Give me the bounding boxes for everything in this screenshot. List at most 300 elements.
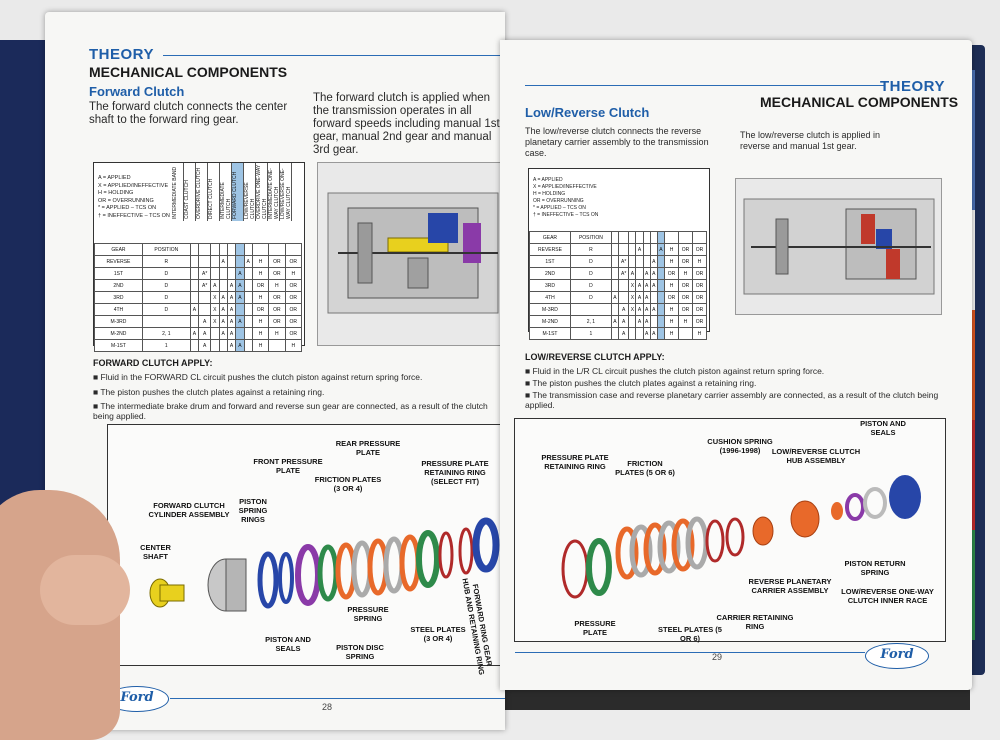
label-pressure-plate-ring: PRESSURE PLATE RETAINING RING (SELECT FIT) [421, 459, 489, 486]
label-ring-gear-hub: FORWARD RING GEAR HUB AND RETAINING RING [460, 577, 494, 676]
table-cell [643, 256, 650, 268]
table-cell [211, 268, 219, 280]
table-cell: A [643, 316, 650, 328]
cutaway-illustration [736, 179, 941, 314]
table-cell [611, 280, 618, 292]
label-piston-spring-rings: PISTON SPRING RINGS [238, 497, 268, 524]
table-cell: H [665, 256, 679, 268]
table-cell: OR [269, 292, 285, 304]
table-cell: 2, 1 [142, 328, 190, 340]
table-cell: A [190, 304, 198, 316]
table-cell: OR [252, 280, 268, 292]
table-cell: REVERSE [95, 256, 143, 268]
table-cell: OR [692, 304, 706, 316]
table-cell: A [643, 280, 650, 292]
table-cell [285, 244, 301, 256]
table-cell: A [629, 268, 636, 280]
footer-rule [170, 698, 505, 699]
apply-heading: LOW/REVERSE CLUTCH APPLY: [525, 352, 665, 362]
table-cell: M-3RD [95, 316, 143, 328]
header-rule [525, 85, 885, 86]
section-subtitle: Low/Reverse Clutch [525, 105, 650, 120]
clutch-application-table [528, 168, 710, 337]
apply-bullet-2: ■ The piston pushes the clutch plates against a retaining ring. [93, 387, 325, 397]
table-cell [244, 244, 252, 256]
table-cell [636, 232, 643, 244]
table-cell [619, 244, 629, 256]
table-cell: A [227, 340, 235, 352]
table-cell: A [650, 256, 657, 268]
table-cell [650, 232, 657, 244]
table-cell [629, 232, 636, 244]
table-cell: H [252, 328, 268, 340]
table-cell: D [142, 304, 190, 316]
table-cell [236, 304, 244, 316]
table-cell: A [227, 280, 235, 292]
table-cell: OR [679, 292, 693, 304]
table-cell: A* [619, 256, 629, 268]
table-cell [244, 292, 252, 304]
table-cell: A [650, 268, 657, 280]
table-cell: OR [692, 292, 706, 304]
table-cell [692, 232, 706, 244]
table-cell: OR [285, 328, 301, 340]
page-heading: MECHANICAL COMPONENTS [89, 64, 288, 80]
table-row [530, 304, 707, 316]
apply-bullet-2: ■ The piston pushes the clutch plates against a retaining ring. [525, 378, 757, 388]
table-cell: 3RD [530, 280, 571, 292]
table-cell: A [650, 328, 657, 340]
table-cell [252, 244, 268, 256]
table-cell [190, 280, 198, 292]
table-cell: R [570, 244, 611, 256]
table-cell: 1 [570, 328, 611, 340]
apply-bullet-3: ■ The transmission case and reverse planetary carrier assembly are connected, as a result of the clutch being applied. [525, 390, 939, 410]
table-row [95, 316, 302, 328]
table-cell [611, 256, 618, 268]
table-cell: 4TH [95, 304, 143, 316]
table-cell: OR [679, 280, 693, 292]
table-cell: H [665, 316, 679, 328]
label-one-way-clutch: LOW/REVERSE ONE-WAY CLUTCH INNER RACE [841, 587, 934, 605]
table-cell: A [643, 292, 650, 304]
table-cell [650, 316, 657, 328]
label-steel-plates: STEEL PLATES (3 OR 4) [410, 625, 466, 643]
table-cell: X [211, 316, 219, 328]
table-cell: OR [285, 316, 301, 328]
table-cell [619, 292, 629, 304]
table-cell [611, 244, 618, 256]
table-cell: 2ND [95, 280, 143, 292]
table-cell [269, 340, 285, 352]
table-cell: 1ST [95, 268, 143, 280]
table-cell [611, 328, 618, 340]
clutch-application-table [93, 162, 305, 349]
table-cell: A [611, 292, 618, 304]
table-cell: A [643, 268, 650, 280]
table-row [95, 304, 302, 316]
table-cell [657, 232, 664, 244]
table-cell [679, 328, 693, 340]
table-cell [244, 280, 252, 292]
header-rule [163, 55, 503, 56]
label-cylinder-assembly: FORWARD CLUTCH CYLINDER ASSEMBLY [148, 501, 230, 519]
table-cell: 1 [142, 340, 190, 352]
label-piston-seals: PISTON AND SEALS [265, 635, 311, 653]
table-cell [643, 244, 650, 256]
table-cell [636, 268, 643, 280]
intro-text-left: The forward clutch connects the center shaft to the forward ring gear. [89, 101, 288, 126]
table-cell: M-3RD [530, 304, 571, 316]
table-cell: OR [285, 256, 301, 268]
table-legend: A = APPLIED X = APPLIED/INEFFECTIVE H = HOLDING OR = OVERRUNNING * = APPLIED – TCS ON † = INEFFECTIVE – TCS ON [533, 177, 599, 218]
table-cell: 3RD [95, 292, 143, 304]
table-cell: A [636, 304, 643, 316]
table-cell: GEAR [530, 232, 571, 244]
table-cell [657, 328, 664, 340]
table-cell: A [199, 340, 211, 352]
table-cell [236, 244, 244, 256]
table-cell: A [190, 328, 198, 340]
table-cell [190, 268, 198, 280]
table-cell [636, 256, 643, 268]
table-cell [244, 340, 252, 352]
table-cell: OR [665, 268, 679, 280]
table-cell: A [636, 292, 643, 304]
table-cell: A* [619, 268, 629, 280]
table-cell: POSITION [142, 244, 190, 256]
right-page [500, 40, 972, 690]
table-cell: H [285, 340, 301, 352]
table-cell: A [227, 328, 235, 340]
table-cell: OR [269, 316, 285, 328]
table-cell [211, 340, 219, 352]
label-friction-plates: FRICTION PLATES (3 OR 4) [314, 475, 382, 493]
table-cell: A [236, 292, 244, 304]
table-cell [199, 256, 211, 268]
label-cushion-spring: CUSHION SPRING (1996-1998) [707, 437, 773, 455]
cutaway-illustration [318, 163, 505, 345]
table-row [95, 244, 302, 256]
table-cell: H [252, 256, 268, 268]
table-row [530, 292, 707, 304]
table-cell: OR [269, 268, 285, 280]
table-cell: A [227, 292, 235, 304]
intro-text-right: The low/reverse clutch is applied in reverse and manual 1st gear. [740, 130, 881, 151]
label-center-shaft: CENTER SHAFT [140, 543, 171, 561]
table-cell [657, 280, 664, 292]
table-cell: M-2ND [530, 316, 571, 328]
table-cell [190, 256, 198, 268]
page-number: 28 [322, 702, 333, 712]
forward-clutch-exploded-diagram [107, 424, 505, 676]
table-cell [227, 244, 235, 256]
table-grid [94, 243, 302, 352]
table-cell: A [643, 328, 650, 340]
table-row [530, 232, 707, 244]
table-cell: 4TH [530, 292, 571, 304]
table-grid [529, 231, 707, 340]
table-cell [190, 316, 198, 328]
table-cell [611, 268, 618, 280]
label-piston-return-spring: PISTON RETURN SPRING [844, 559, 906, 577]
table-cell: H [692, 256, 706, 268]
table-cell [219, 268, 227, 280]
table-cell: A [199, 316, 211, 328]
table-cell [244, 328, 252, 340]
table-cell: D [570, 292, 611, 304]
table-cell [219, 280, 227, 292]
table-cell: A [636, 316, 643, 328]
transmission-cutaway-image [735, 178, 942, 315]
table-cell: H [665, 328, 679, 340]
table-cell: H [692, 328, 706, 340]
table-row [95, 328, 302, 340]
table-cell [211, 256, 219, 268]
table-cell: A [650, 280, 657, 292]
table-cell: A [227, 316, 235, 328]
low-reverse-clutch-exploded-diagram [514, 418, 946, 642]
table-cell [629, 256, 636, 268]
table-cell [636, 328, 643, 340]
table-cell: OR [285, 292, 301, 304]
label-hub-assembly: LOW/REVERSE CLUTCH HUB ASSEMBLY [771, 447, 861, 465]
table-cell [629, 316, 636, 328]
table-cell [236, 256, 244, 268]
table-cell: X [211, 292, 219, 304]
table-cell: OR [679, 304, 693, 316]
table-cell [657, 292, 664, 304]
apply-bullet-3: ■ The intermediate brake drum and forward and reverse sun gear are connected, as a result of the clutch being applied. [93, 401, 488, 421]
intro-text-left: The low/reverse clutch connects the reverse planetary carrier assembly to the transmission case. [525, 126, 709, 158]
table-cell [244, 316, 252, 328]
table-cell [227, 268, 235, 280]
label-planetary-carrier: REVERSE PLANETARY CARRIER ASSEMBLY [748, 577, 832, 595]
table-cell: A* [199, 268, 211, 280]
cylinder-assembly-part [208, 559, 246, 611]
table-cell: 2ND [530, 268, 571, 280]
table-row [530, 280, 707, 292]
table-cell: A [619, 316, 629, 328]
apply-bullet-1: ■ Fluid in the FORWARD CL circuit pushes the clutch piston against return spring force. [93, 372, 423, 382]
intro-text-right: The forward clutch is applied when the transmission operates in all forward speeds including manual 1st gear, manual 2nd gear and manual 3rd gear. [313, 92, 500, 156]
thumb [40, 555, 130, 625]
table-cell: D [142, 292, 190, 304]
table-cell [269, 244, 285, 256]
table-cell: A* [199, 280, 211, 292]
table-cell: A [219, 256, 227, 268]
table-cell [211, 328, 219, 340]
table-cell [679, 232, 693, 244]
table-cell: A [227, 304, 235, 316]
table-cell [619, 280, 629, 292]
table-cell [236, 328, 244, 340]
table-cell: OR [252, 304, 268, 316]
table-cell: H [269, 280, 285, 292]
ford-logo: Ford [105, 686, 169, 712]
table-cell [142, 316, 190, 328]
footer-rule [515, 652, 865, 653]
table-column-headers: INTERMEDIATE BAND COAST CLUTCH OVERDRIVE CLUTCH DIRECT CLUTCH INTERMEDIATE CLUTCH FORWARD CLUTCH LOW/REVERSE CLUTCH OVERDRIVE ONE-WAY CLUTCH INTERMEDIATE ONE-WAY CLUTCH LOW/REVERSE ONE-WAY CLUTCH [172, 164, 292, 219]
table-cell: REVERSE [530, 244, 571, 256]
table-cell: OR [285, 280, 301, 292]
table-cell: A [211, 280, 219, 292]
table-cell [190, 292, 198, 304]
table-cell: A [244, 256, 252, 268]
table-cell: X [629, 280, 636, 292]
table-cell [657, 304, 664, 316]
label-pressure-plate: PRESSURE PLATE [574, 619, 616, 637]
table-cell: D [142, 268, 190, 280]
label-piston-seals: PISTON AND SEALS [860, 419, 906, 437]
table-cell: A [636, 280, 643, 292]
table-row [530, 256, 707, 268]
page-heading: MECHANICAL COMPONENTS [760, 94, 959, 110]
table-row [95, 292, 302, 304]
table-cell: OR [665, 292, 679, 304]
section-subtitle: Forward Clutch [89, 84, 185, 99]
table-cell: R [142, 256, 190, 268]
table-cell [619, 232, 629, 244]
table-cell [199, 304, 211, 316]
table-cell [199, 244, 211, 256]
table-cell [643, 232, 650, 244]
table-cell [190, 244, 198, 256]
table-cell [611, 304, 618, 316]
center-shaft-part [150, 579, 184, 607]
table-cell: A [219, 304, 227, 316]
table-cell: H [679, 316, 693, 328]
table-cell: A [236, 268, 244, 280]
table-cell: OR [692, 268, 706, 280]
table-row [530, 328, 707, 340]
table-row [95, 280, 302, 292]
table-cell: A [657, 244, 664, 256]
table-cell [650, 292, 657, 304]
label-piston-disc-spring: PISTON DISC SPRING [336, 643, 384, 661]
table-cell [629, 328, 636, 340]
table-cell: OR [679, 244, 693, 256]
table-cell [629, 244, 636, 256]
table-cell: OR [269, 304, 285, 316]
table-cell: A [236, 316, 244, 328]
table-cell: H [252, 268, 268, 280]
table-cell: A [219, 292, 227, 304]
table-cell [190, 340, 198, 352]
table-cell: H [665, 280, 679, 292]
table-cell [219, 244, 227, 256]
table-cell: H [679, 268, 693, 280]
apply-heading: FORWARD CLUTCH APPLY: [93, 358, 213, 368]
table-cell: A [219, 316, 227, 328]
table-cell: M-2ND [95, 328, 143, 340]
table-cell [199, 292, 211, 304]
label-pressure-plate-ring: PRESSURE PLATE RETAINING RING [541, 453, 609, 471]
table-cell [227, 256, 235, 268]
label-rear-pressure-plate: REAR PRESSURE PLATE [335, 439, 401, 457]
table-cell: X [629, 304, 636, 316]
table-cell: OR [285, 304, 301, 316]
table-cell: H [665, 244, 679, 256]
label-friction-plates: FRICTION PLATES (5 OR 6) [615, 459, 675, 477]
table-cell: H [285, 268, 301, 280]
table-cell: D [142, 280, 190, 292]
table-cell [211, 244, 219, 256]
table-cell: H [665, 304, 679, 316]
table-cell [244, 304, 252, 316]
table-cell: A [236, 340, 244, 352]
table-cell: H [252, 316, 268, 328]
table-cell: D [570, 256, 611, 268]
table-cell: M-1ST [95, 340, 143, 352]
table-cell: D [570, 280, 611, 292]
table-cell: A [650, 304, 657, 316]
table-cell: OR [692, 280, 706, 292]
table-cell: H [269, 328, 285, 340]
table-cell [611, 232, 618, 244]
table-row [530, 316, 707, 328]
table-cell [657, 268, 664, 280]
table-cell: A [236, 280, 244, 292]
ford-logo: Ford [865, 643, 929, 669]
table-cell: A [636, 244, 643, 256]
label-front-pressure-plate: FRONT PRESSURE PLATE [253, 457, 323, 475]
table-cell [650, 244, 657, 256]
section-label: THEORY [880, 78, 945, 95]
table-legend: A = APPLIED X = APPLIED/INEFFECTIVE H = HOLDING OR = OVERRUNNING * = APPLIED – TCS ON † = INEFFECTIVE – TCS ON [98, 175, 170, 219]
table-row [530, 244, 707, 256]
table-cell: H [252, 292, 268, 304]
transmission-cutaway-image [317, 162, 505, 346]
table-cell: OR [679, 256, 693, 268]
table-row [530, 268, 707, 280]
table-cell [219, 340, 227, 352]
label-carrier-retaining-ring: CARRIER RETAINING RING [716, 613, 794, 631]
table-cell: X [629, 292, 636, 304]
table-cell: OR [692, 244, 706, 256]
table-cell [657, 256, 664, 268]
apply-bullet-1: ■ Fluid in the L/R CL circuit pushes the clutch piston against return spring force. [525, 366, 825, 376]
table-cell: A [619, 328, 629, 340]
table-cell: A [199, 328, 211, 340]
table-cell: OR [692, 316, 706, 328]
table-row [95, 268, 302, 280]
table-cell: M-1ST [530, 328, 571, 340]
table-cell: POSITION [570, 232, 611, 244]
table-cell: A [611, 316, 618, 328]
label-steel-plates: STEEL PLATES (5 OR 6) [658, 625, 722, 643]
table-cell: A [219, 328, 227, 340]
table-cell: 1ST [530, 256, 571, 268]
table-row [95, 256, 302, 268]
table-cell: GEAR [95, 244, 143, 256]
table-cell: D [570, 268, 611, 280]
table-row [95, 340, 302, 352]
table-cell: A [643, 304, 650, 316]
table-cell [570, 304, 611, 316]
table-cell: 2, 1 [570, 316, 611, 328]
table-cell [665, 232, 679, 244]
table-cell: OR [269, 256, 285, 268]
table-cell [244, 268, 252, 280]
page-number: 29 [712, 652, 723, 662]
table-cell: X [211, 304, 219, 316]
table-cell: H [252, 340, 268, 352]
label-pressure-spring: PRESSURE SPRING [347, 605, 389, 623]
table-cell: A [619, 304, 629, 316]
table-cell [657, 316, 664, 328]
section-label: THEORY [89, 46, 154, 63]
